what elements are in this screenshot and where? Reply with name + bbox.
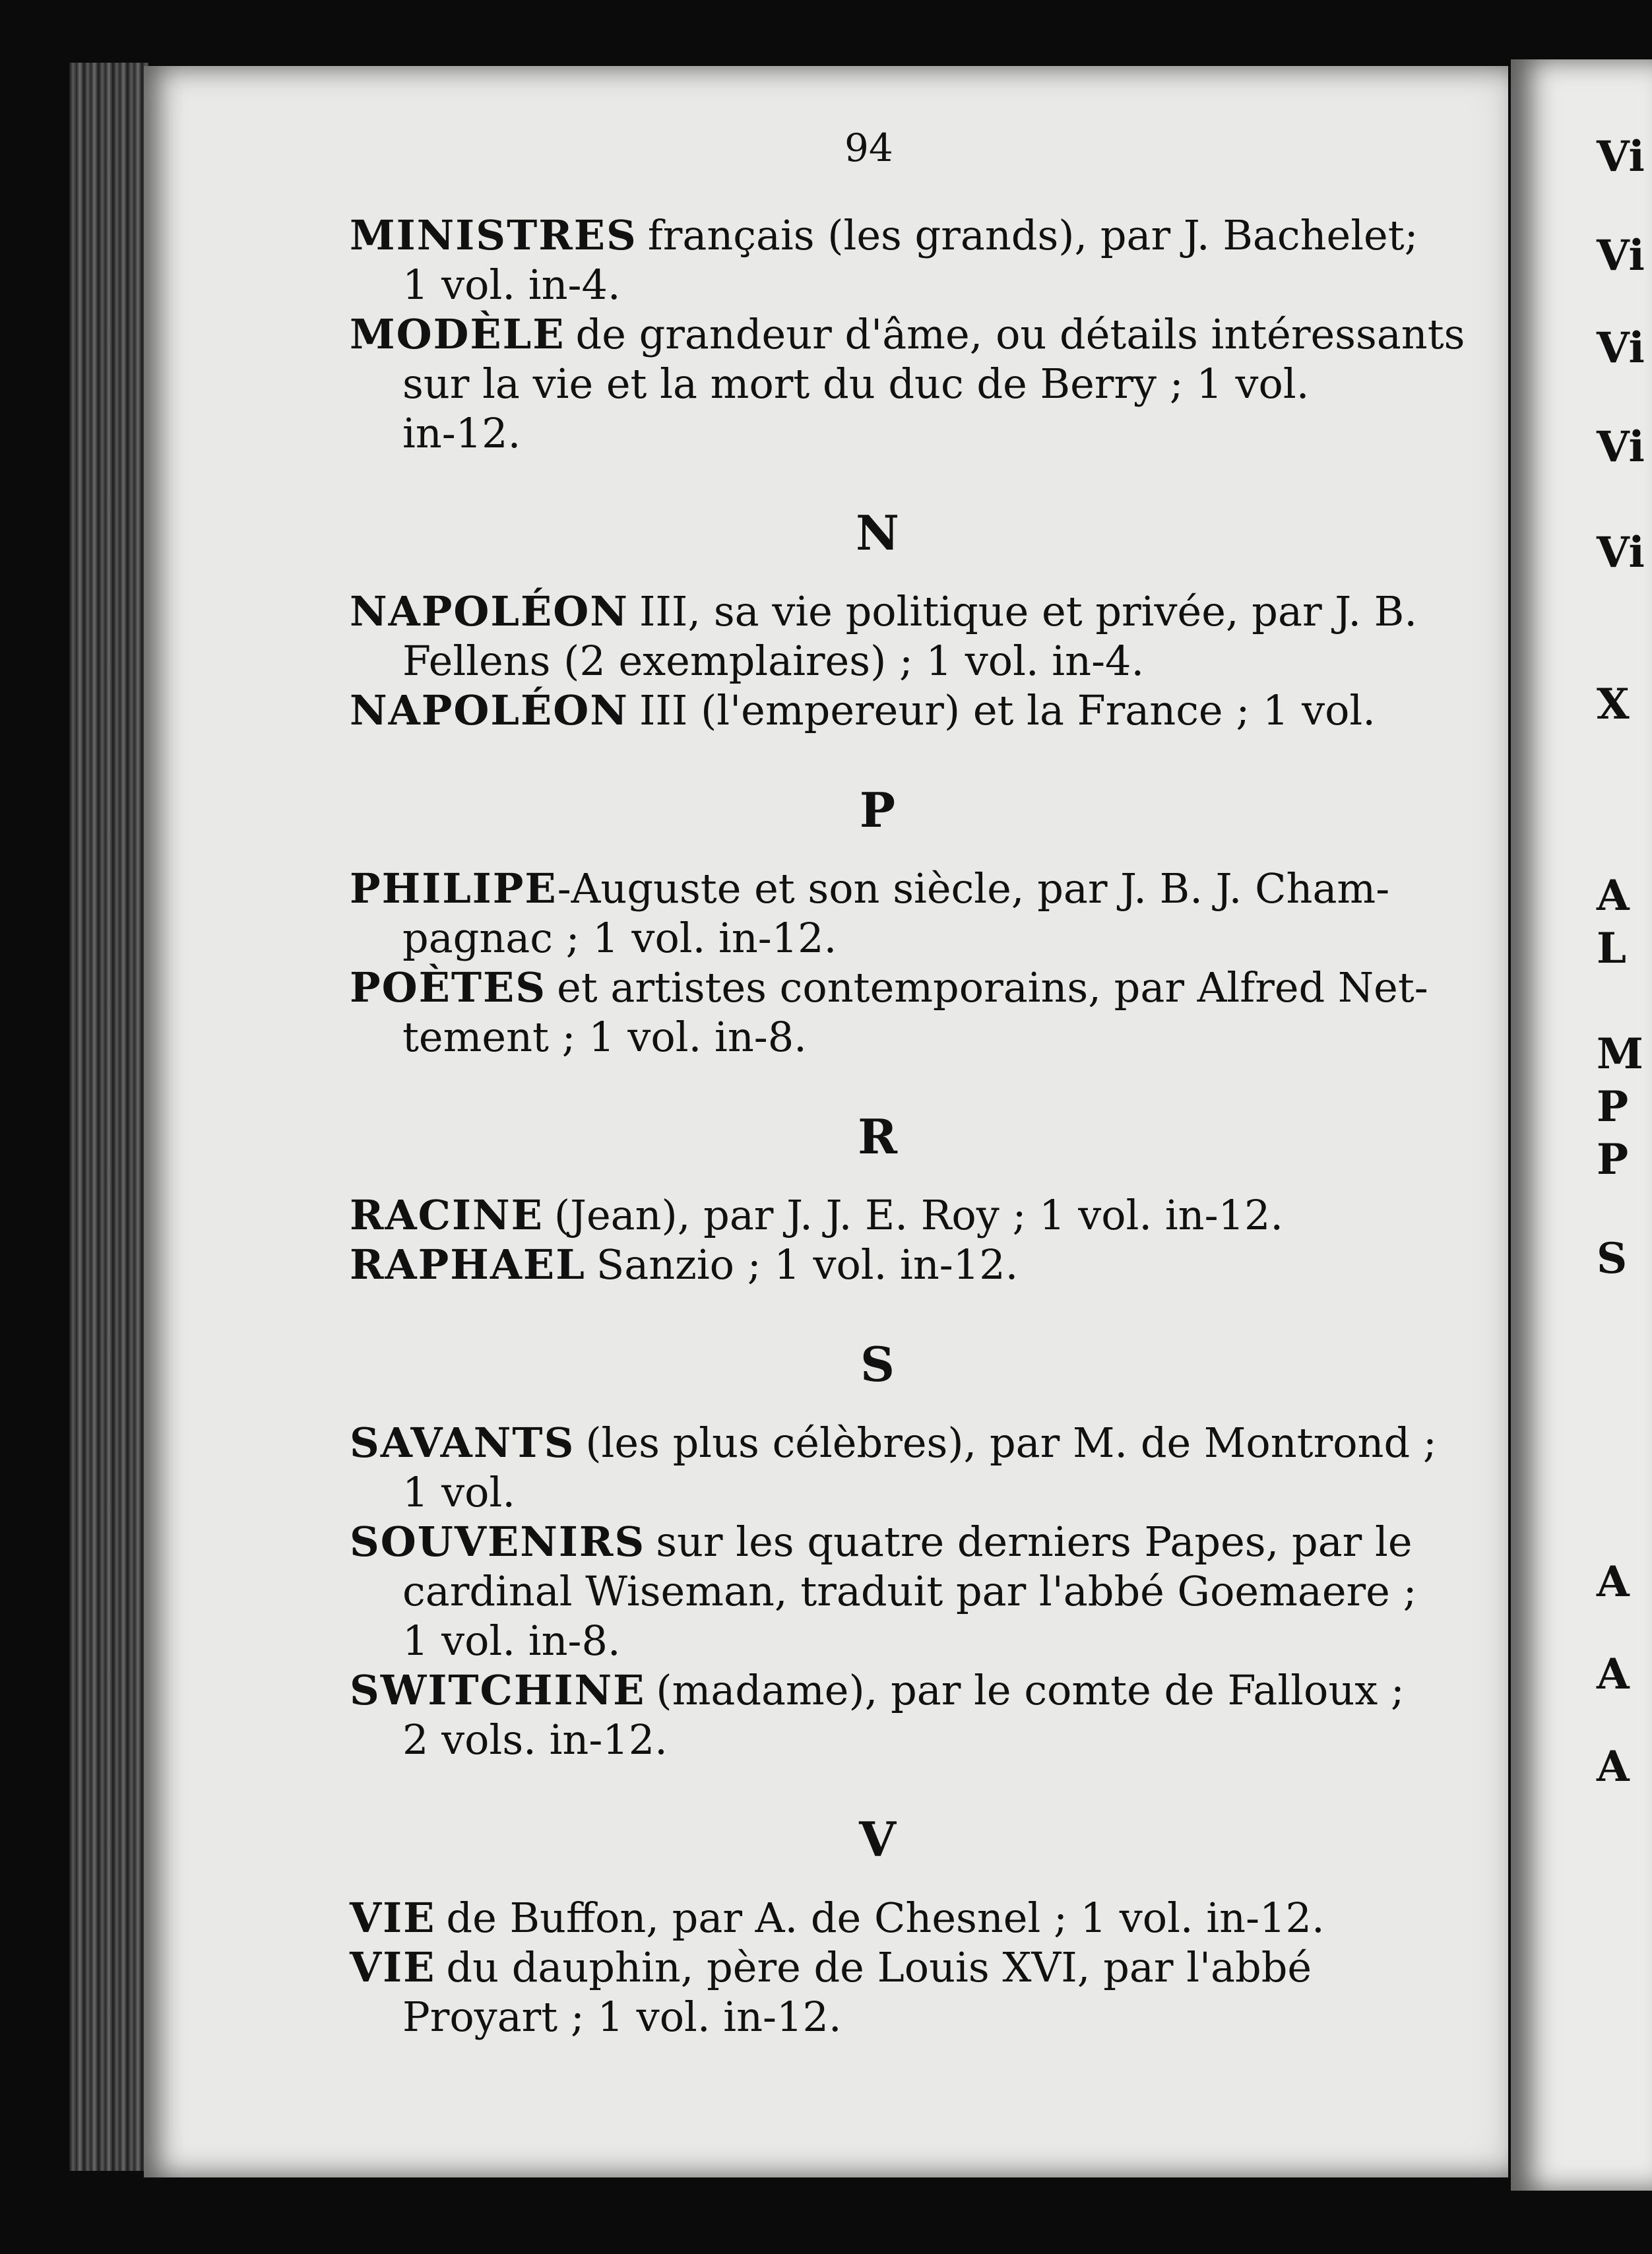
entry-line xyxy=(350,864,1389,913)
entry-heading: VIE xyxy=(350,1943,436,1991)
entry-line: 1 vol. xyxy=(402,1468,516,1516)
entry-text: III, sa vie politique et privée, par J. B. xyxy=(639,587,1418,635)
entry-text: -Auguste et son siècle, par J. B. J. Cham- xyxy=(557,864,1390,913)
entry-heading: MINISTRES xyxy=(350,211,637,259)
entry-line: Fellens (2 exemplaires) ; 1 vol. in-4. xyxy=(402,637,1145,685)
entry-heading: NAPOLÉON xyxy=(350,686,629,734)
facing-page-letter: A xyxy=(1597,1650,1630,1699)
entry-text: (Jean), par J. J. E. Roy ; 1 vol. in-12. xyxy=(554,1191,1284,1239)
entry-line xyxy=(350,1943,1312,1991)
facing-page-letter: Vi xyxy=(1597,231,1645,280)
entry-line xyxy=(350,686,1376,734)
entry-line: 2 vols. in-12. xyxy=(402,1716,668,1764)
entry-text: (madame), par le comte de Falloux ; xyxy=(656,1666,1405,1714)
entry-heading: SAVANTS xyxy=(350,1419,575,1467)
entry-line xyxy=(350,1419,1437,1467)
facing-page-letter: A xyxy=(1597,1557,1630,1607)
entry-heading: SWITCHINE xyxy=(350,1666,646,1714)
book-spine-edge xyxy=(69,63,148,2171)
entry-heading: VIE xyxy=(350,1894,436,1942)
entry-line xyxy=(350,1191,1283,1239)
entry-line xyxy=(350,1518,1413,1566)
entry-heading: POÈTES xyxy=(350,963,547,1012)
entry-heading: PHILIPE xyxy=(350,864,557,913)
entry-line xyxy=(350,1240,1018,1289)
facing-page-fragment xyxy=(1511,59,1652,2191)
entry-heading: SOUVENIRS xyxy=(350,1518,646,1566)
entry-line xyxy=(350,1666,1405,1714)
section-letter-r: R xyxy=(858,1109,897,1165)
facing-page-letter: L xyxy=(1597,924,1626,973)
entry-line xyxy=(350,211,1418,259)
facing-page-letter: Vi xyxy=(1597,323,1645,373)
entry-heading: NAPOLÉON xyxy=(350,587,629,635)
entry-heading: RAPHAEL xyxy=(350,1240,586,1289)
facing-page-letter: M xyxy=(1597,1029,1643,1079)
facing-page-letter: X xyxy=(1597,680,1630,729)
page-number: 94 xyxy=(844,125,893,170)
entry-line: pagnac ; 1 vol. in-12. xyxy=(402,914,837,962)
entry-text: Sanzio ; 1 vol. in-12. xyxy=(596,1240,1019,1289)
facing-page-letter: S xyxy=(1597,1234,1628,1283)
section-letter-p: P xyxy=(859,782,896,838)
entry-line: sur la vie et la mort du duc de Berry ; 1 vol. xyxy=(402,360,1310,408)
entry-text: français (les grands), par J. Bachelet; xyxy=(647,211,1418,259)
section-letter-s: S xyxy=(860,1336,895,1392)
entry-text: III (l'empereur) et la France ; 1 vol. xyxy=(639,686,1376,734)
entry-text: et artistes contemporains, par Alfred Net- xyxy=(557,963,1428,1012)
facing-page-letter: P xyxy=(1597,1082,1629,1132)
entry-heading: MODÈLE xyxy=(350,310,565,358)
entry-line: 1 vol. in-4. xyxy=(402,261,621,309)
entry-text: de grandeur d'âme, ou détails intéressants xyxy=(575,310,1465,358)
facing-page-letter: Vi xyxy=(1597,528,1645,577)
entry-line xyxy=(350,1894,1325,1942)
entry-text: de Buffon, par A. de Chesnel ; 1 vol. in-12. xyxy=(446,1894,1325,1942)
entry-text: du dauphin, père de Louis XVI, par l'abbé xyxy=(446,1943,1312,1991)
entry-line: 1 vol. in-8. xyxy=(402,1617,621,1665)
entry-line: cardinal Wiseman, traduit par l'abbé Goemaere ; xyxy=(402,1567,1417,1615)
facing-page-letter: A xyxy=(1597,871,1630,920)
entry-line xyxy=(350,963,1428,1012)
facing-page-letter: Vi xyxy=(1597,132,1645,181)
entry-line xyxy=(350,587,1417,635)
facing-page-letter: A xyxy=(1597,1742,1630,1791)
entry-text: sur les quatre derniers Papes, par le xyxy=(656,1518,1413,1566)
facing-page-letter: P xyxy=(1597,1135,1629,1184)
entry-line: Proyart ; 1 vol. in-12. xyxy=(402,1993,842,2041)
section-letter-n: N xyxy=(856,505,899,561)
section-letter-v: V xyxy=(859,1811,896,1867)
facing-page-letter: Vi xyxy=(1597,422,1645,472)
entry-line: in-12. xyxy=(402,409,521,457)
entry-line: tement ; 1 vol. in-8. xyxy=(402,1013,807,1061)
entry-heading: RACINE xyxy=(350,1191,544,1239)
entry-line xyxy=(350,310,1465,358)
entry-text: (les plus célèbres), par M. de Montrond ; xyxy=(585,1419,1437,1467)
